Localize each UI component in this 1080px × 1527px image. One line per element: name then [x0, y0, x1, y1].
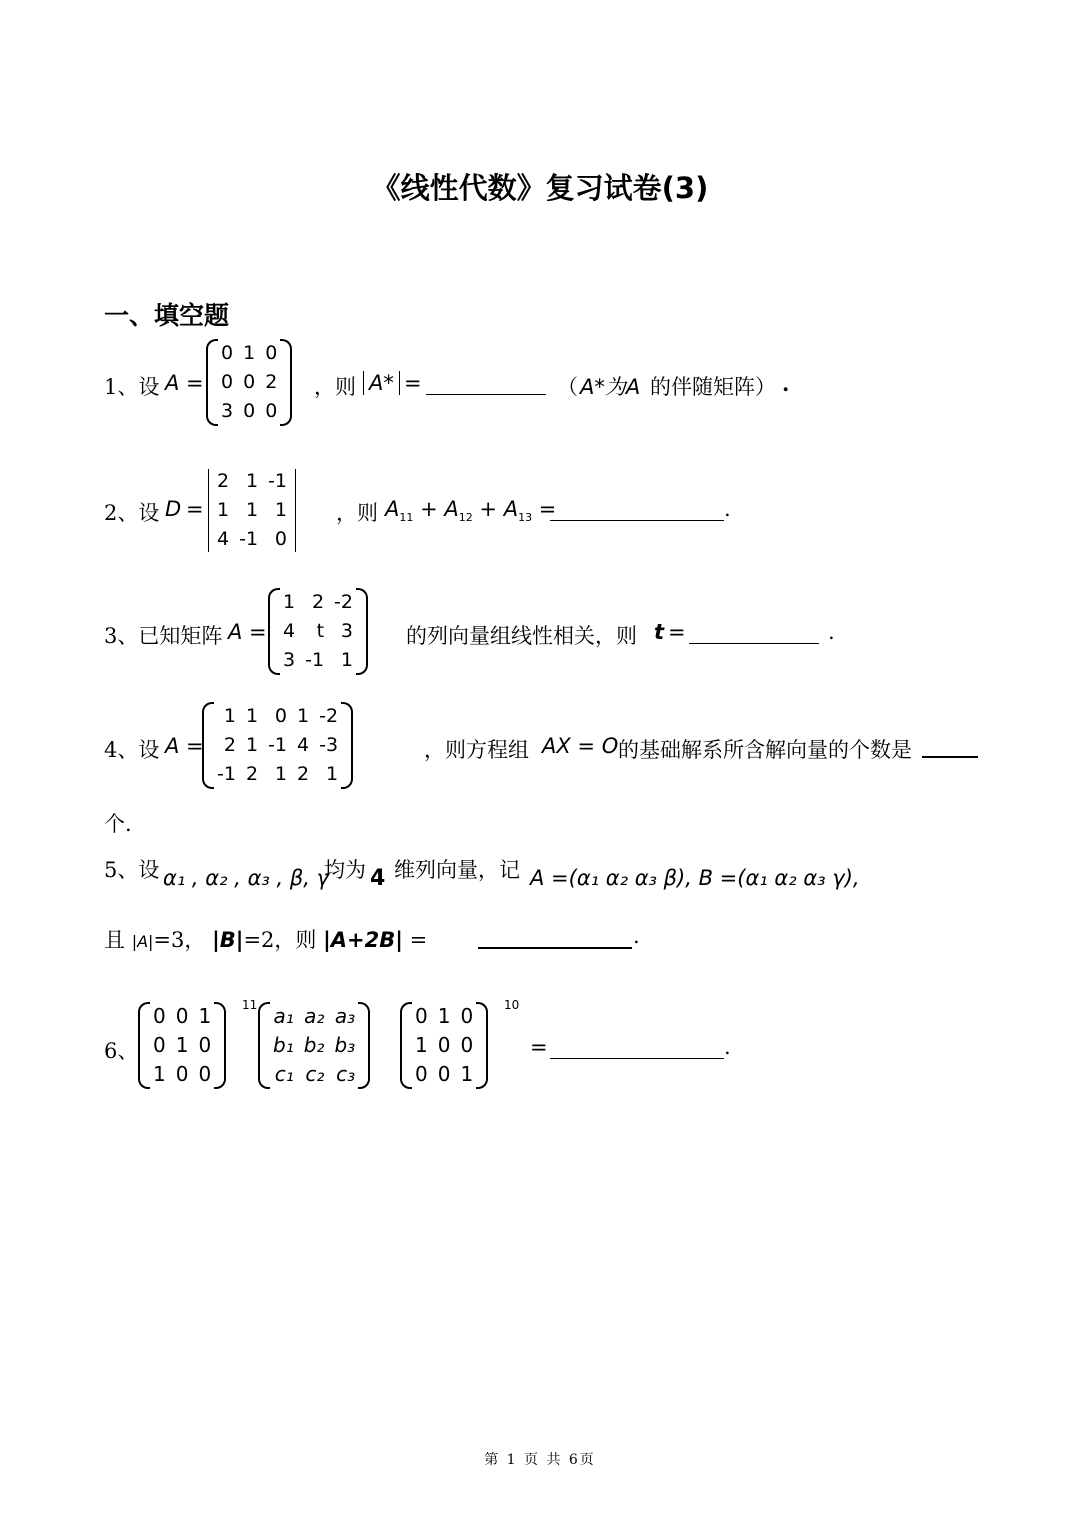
question-1-label: 1、设 — [104, 375, 160, 399]
matrix-entry: 0 — [221, 371, 234, 393]
question-1-then: ，则 — [314, 375, 356, 399]
matrix-entry: 1 — [243, 342, 256, 364]
matrix-entry: 1 — [245, 499, 259, 521]
matrix-entry: 2 — [223, 734, 236, 756]
matrix-entry: 1 — [415, 1033, 428, 1057]
question-2-determinant — [206, 467, 298, 554]
matrix-entry: 1 — [274, 763, 287, 785]
matrix-row — [148, 1060, 216, 1089]
matrix-row — [278, 617, 358, 646]
matrix-row — [268, 1031, 360, 1060]
matrix-row — [212, 731, 343, 760]
question-2-then: ，则 — [336, 501, 378, 525]
matrix-row — [268, 1060, 360, 1089]
matrix-row — [216, 368, 282, 397]
matrix-entry: 2 — [217, 470, 230, 492]
matrix-entry: 0 — [198, 1033, 212, 1057]
matrix-entry: 0 — [153, 1033, 166, 1057]
question-4-text1: ，则方程组 — [424, 738, 529, 762]
matrix-entry: 3 — [221, 400, 234, 422]
matrix-entry: 1 — [460, 1062, 474, 1086]
matrix-entry: 4 — [283, 620, 296, 642]
question-3-matrix — [268, 588, 368, 675]
matrix-row — [410, 1031, 478, 1060]
question-1-det-eq: = — [404, 371, 422, 395]
question-5-line2: 且 |A|=3， |B|=2，则 |A+2B| = — [104, 928, 428, 952]
question-4-answer-blank[interactable] — [922, 734, 978, 758]
question-6-matrix-1 — [138, 1002, 226, 1089]
matrix-entry: b₃ — [334, 1033, 356, 1057]
matrix-entry: 2 — [297, 763, 310, 785]
question-4-var-a: A — [165, 734, 180, 758]
matrix-entry: 0 — [221, 342, 234, 364]
matrix-entry: 1 — [153, 1062, 166, 1086]
matrix-entry: 0 — [415, 1062, 428, 1086]
matrix-entry: -1 — [268, 470, 287, 492]
matrix-entry: -1 — [305, 649, 325, 671]
question-1-var-a: A — [165, 371, 180, 395]
matrix-row — [410, 1060, 478, 1089]
question-4-text2: 的基础解系所含解向量的个数是 — [618, 738, 912, 762]
matrix-entry: 1 — [245, 470, 259, 492]
matrix-entry: 0 — [243, 371, 256, 393]
question-1-eq: = — [186, 371, 204, 395]
matrix-entry: 0 — [243, 400, 256, 422]
matrix-entry: 0 — [265, 342, 278, 364]
question-2-end: . — [724, 497, 731, 521]
matrix-entry: c₂ — [305, 1062, 325, 1086]
matrix-entry: 3 — [283, 649, 296, 671]
matrix-entry: -1 — [239, 528, 259, 550]
matrix-entry: -3 — [319, 734, 339, 756]
section-heading: 一、填空题 — [104, 301, 230, 330]
question-3-eq2: = — [668, 620, 686, 644]
matrix-entry: 1 — [223, 705, 236, 727]
question-4-matrix — [202, 702, 353, 789]
question-6-power-11: 11 — [242, 998, 258, 1012]
matrix-entry: 0 — [175, 1004, 189, 1028]
question-2-var-d: D — [165, 497, 182, 521]
question-5-answer-blank[interactable] — [478, 925, 632, 949]
question-2-eq: = — [186, 497, 204, 521]
question-1-end: . — [782, 371, 790, 396]
matrix-entry: c₃ — [336, 1062, 356, 1086]
matrix-entry: 1 — [245, 705, 259, 727]
question-5-dimension: 4 — [370, 866, 386, 891]
matrix-entry: 1 — [217, 499, 230, 521]
matrix-row — [212, 496, 292, 525]
question-3-label: 3、已知矩阵 — [104, 624, 223, 648]
matrix-entry: -2 — [319, 705, 339, 727]
question-6-end: . — [724, 1035, 731, 1059]
matrix-entry: 0 — [265, 400, 278, 422]
question-4-unit: 个. — [104, 812, 132, 836]
matrix-row — [410, 1002, 478, 1031]
question-5-vectors: α₁ , α₂ , α₃ , β, γ — [163, 866, 330, 890]
question-1-det-expr: A* — [363, 371, 400, 395]
matrix-row — [278, 646, 358, 675]
matrix-entry: 3 — [340, 620, 353, 642]
question-6-answer-blank[interactable] — [550, 1036, 724, 1059]
matrix-row — [268, 1002, 360, 1031]
question-5-end: . — [633, 924, 640, 948]
matrix-entry: -2 — [334, 591, 353, 613]
matrix-entry: b₁ — [273, 1033, 294, 1057]
question-1-answer-blank[interactable] — [426, 372, 546, 395]
matrix-row — [216, 339, 282, 368]
matrix-entry: 0 — [460, 1004, 474, 1028]
matrix-entry: 2 — [245, 763, 259, 785]
matrix-entry: 1 — [175, 1033, 189, 1057]
matrix-entry: 0 — [274, 705, 287, 727]
matrix-entry: 1 — [283, 591, 296, 613]
matrix-row — [148, 1002, 216, 1031]
question-1-note-text: 的伴随矩阵） — [650, 375, 776, 399]
matrix-entry: b₂ — [303, 1033, 325, 1057]
question-2-cofactor-sum: $A_{11} + A_{12} + A_{13}$ = — [385, 497, 557, 524]
page-title: 《线性代数》复习试卷(3) — [371, 171, 709, 205]
matrix-row — [212, 525, 292, 554]
matrix-entry: 2 — [265, 371, 278, 393]
matrix-entry: c₁ — [274, 1062, 294, 1086]
matrix-entry: 1 — [340, 649, 353, 671]
matrix-entry: a₁ — [273, 1004, 294, 1028]
question-4-equation: AX = O — [542, 734, 619, 758]
question-3-end: . — [828, 620, 835, 644]
question-1-note-open: （ — [557, 375, 578, 399]
matrix-row — [212, 702, 343, 731]
question-6-label: 6、 — [104, 1039, 139, 1063]
matrix-entry: a₃ — [334, 1004, 356, 1028]
page-footer: 第 1 页 共 6页 — [484, 1452, 596, 1468]
question-3-eq: = — [249, 620, 267, 644]
matrix-entry: -1 — [268, 734, 287, 756]
question-3-text: 的列向量组线性相关，则 — [406, 624, 637, 648]
matrix-row — [278, 588, 358, 617]
matrix-entry: 0 — [175, 1062, 189, 1086]
matrix-entry: 1 — [245, 734, 259, 756]
question-3-var-t: t — [654, 620, 665, 644]
question-5-text2: 维列向量，记 — [394, 858, 520, 882]
question-6-power-10: 10 — [504, 998, 520, 1012]
question-6-matrix-2 — [258, 1002, 370, 1089]
matrix-entry: 0 — [437, 1062, 451, 1086]
question-3-var-a: A — [228, 620, 243, 644]
matrix-entry: 0 — [415, 1004, 428, 1028]
matrix-entry: -1 — [217, 763, 236, 785]
matrix-entry: 0 — [274, 528, 287, 550]
matrix-entry: 4 — [217, 528, 230, 550]
question-3-answer-blank[interactable] — [689, 621, 819, 644]
question-1-matrix — [206, 339, 292, 426]
matrix-entry: 1 — [325, 763, 339, 785]
matrix-entry: 0 — [153, 1004, 166, 1028]
question-5-definitions: A =(α₁ α₂ α₃ β), B =(α₁ α₂ α₃ γ), — [530, 866, 860, 890]
matrix-entry: 1 — [297, 705, 310, 727]
matrix-entry: 0 — [460, 1033, 474, 1057]
matrix-entry: 4 — [297, 734, 310, 756]
question-2-answer-blank[interactable] — [550, 498, 724, 521]
question-4-label: 4、设 — [104, 738, 160, 762]
matrix-entry: a₂ — [304, 1004, 325, 1028]
matrix-entry: 0 — [437, 1033, 451, 1057]
matrix-entry: 0 — [198, 1062, 212, 1086]
question-1-note-expr: A*为A — [580, 375, 641, 399]
matrix-row — [212, 467, 292, 496]
matrix-row — [148, 1031, 216, 1060]
matrix-entry: 1 — [274, 499, 287, 521]
question-5-label: 5、设 — [104, 858, 160, 882]
matrix-row — [212, 760, 343, 789]
matrix-entry: 1 — [198, 1004, 212, 1028]
matrix-entry: t — [316, 620, 325, 642]
question-6-eq: = — [530, 1035, 548, 1059]
matrix-entry: 1 — [437, 1004, 451, 1028]
question-4-eq: = — [186, 734, 204, 758]
matrix-entry: 2 — [311, 591, 325, 613]
question-2-label: 2、设 — [104, 501, 160, 525]
question-5-text1: 均为 — [324, 858, 366, 882]
matrix-row — [216, 397, 282, 426]
question-6-matrix-3 — [400, 1002, 488, 1089]
